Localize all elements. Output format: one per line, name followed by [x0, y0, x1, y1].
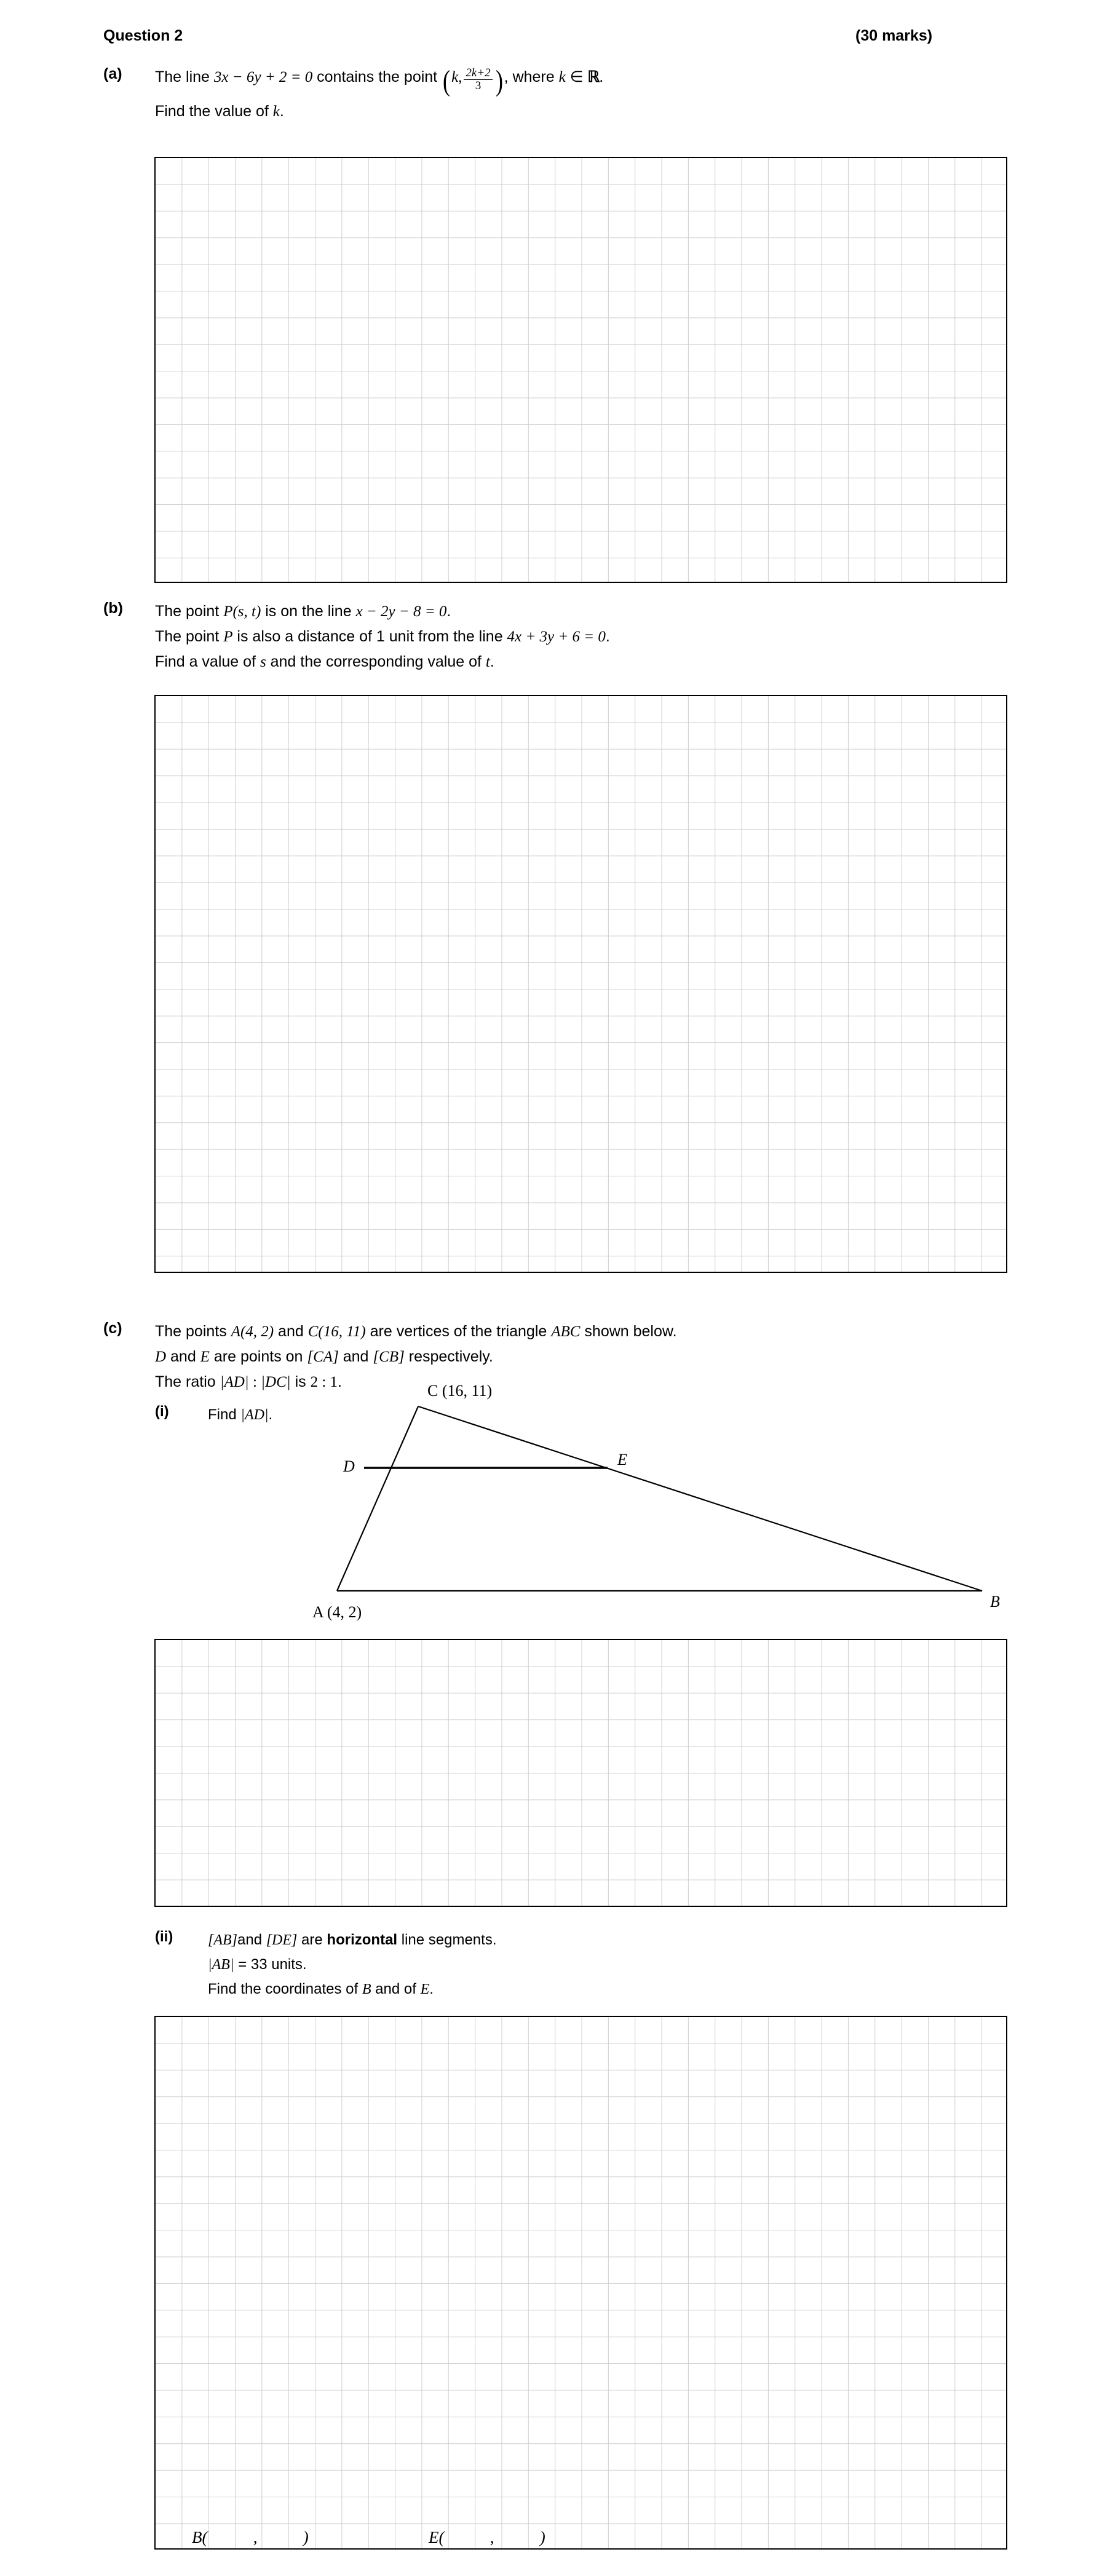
answer-slot-e-text: E( , ) [429, 2528, 545, 2546]
segment-cb: [CB] [373, 1349, 405, 1365]
period: . [446, 603, 451, 620]
ratio-value: 2 : 1 [310, 1374, 338, 1390]
part-c-line-3 [155, 1370, 342, 1394]
period: . [605, 628, 610, 645]
point-e: E [420, 1981, 430, 1997]
segment-ab: [AB] [208, 1932, 237, 1948]
equation-line-b2: 4x + 3y + 6 = 0 [507, 628, 606, 645]
answer-grid-part-c-ii[interactable] [154, 2016, 1007, 2550]
answer-grid-part-b[interactable] [154, 695, 1007, 1273]
part-b-line-1 [155, 600, 451, 624]
text-fragment: Find a value of [155, 653, 260, 670]
length-ad: |AD| [240, 1407, 269, 1423]
segment-ca: [CA] [307, 1349, 339, 1365]
ratio-colon: : [248, 1374, 261, 1390]
point-p-st: P(s, t) [223, 603, 261, 620]
period: . [599, 68, 604, 85]
period: . [338, 1373, 342, 1390]
text-fragment: Find the coordinates of [208, 1981, 362, 1997]
segment-de: [DE] [266, 1932, 298, 1948]
period: . [279, 103, 284, 120]
sub-part-c-ii-line-3 [208, 1978, 434, 2001]
label-vertex-a: A (4, 2) [312, 1603, 362, 1621]
part-c-line-2 [155, 1345, 493, 1369]
text-fragment: The points [155, 1323, 231, 1340]
label-vertex-b: B [990, 1593, 1000, 1611]
sub-part-label-c-i: (i) [155, 1403, 169, 1420]
point-c-coords: C(16, 11) [307, 1323, 366, 1340]
page-title: Question 2 [103, 27, 183, 44]
label-point-e: E [617, 1451, 627, 1468]
text-fragment: and of [371, 1981, 421, 1997]
label-vertex-c: C (16, 11) [427, 1382, 493, 1400]
label-point-d: D [343, 1457, 355, 1475]
triangle-side-cb [418, 1406, 982, 1591]
text-fragment: respectively. [404, 1348, 493, 1365]
real-numbers-symbol: ℝ [587, 69, 600, 85]
left-paren: ( [443, 65, 451, 98]
sub-part-c-ii-line-2 [208, 1953, 307, 1976]
equation-line-b1: x − 2y − 8 = 0 [355, 603, 447, 620]
text-fragment: and [274, 1323, 308, 1340]
answer-grid-part-c-i[interactable] [154, 1639, 1007, 1907]
variable-k: k [272, 103, 280, 120]
text-fragment: is also a distance of 1 unit from the line [232, 628, 507, 645]
period: . [268, 1406, 273, 1423]
text-fragment: The ratio [155, 1373, 220, 1390]
part-b-line-2 [155, 625, 610, 649]
sub-part-c-i-line-1 [208, 1403, 272, 1427]
part-label-a: (a) [103, 65, 122, 82]
length-dc: |DC| [261, 1374, 291, 1390]
part-c-line-1 [155, 1320, 677, 1344]
period: . [429, 1981, 434, 1997]
part-label-c: (c) [103, 1320, 122, 1337]
text-fragment: , where [504, 68, 559, 85]
right-paren: ) [495, 65, 503, 98]
fraction-denominator: 3 [464, 79, 492, 92]
sub-part-label-c-ii: (ii) [155, 1928, 173, 1945]
emphasis-horizontal: horizontal [327, 1932, 398, 1948]
period: . [490, 653, 494, 670]
text-fragment: The line [155, 68, 214, 85]
triangle-abc: ABC [551, 1323, 581, 1340]
variable-t: t [485, 654, 490, 670]
answer-slot-b[interactable] [175, 2509, 309, 2566]
point-d: D [155, 1349, 167, 1365]
text-fragment: The point [155, 603, 224, 620]
part-label-b: (b) [103, 600, 123, 617]
variable-k-2: k [558, 69, 566, 85]
variable-s: s [260, 654, 266, 670]
marks-label: (30 marks) [855, 27, 933, 44]
point-p: P [223, 628, 233, 645]
text-fragment: are vertices of the triangle [365, 1323, 552, 1340]
part-b-line-3 [155, 650, 494, 674]
triangle-side-ca [337, 1406, 418, 1591]
part-a-line-1 [155, 65, 604, 98]
text-fragment: and [338, 1348, 373, 1365]
text-fragment: are points on [209, 1348, 307, 1365]
text-fragment: Find the value of [155, 103, 273, 120]
text-fragment: is [290, 1373, 311, 1390]
answer-grid-part-a[interactable] [154, 157, 1007, 583]
length-ad: |AD| [220, 1374, 249, 1390]
text-fragment: line segments. [397, 1932, 497, 1948]
text-fragment: shown below. [580, 1323, 677, 1340]
point-e: E [200, 1349, 210, 1365]
element-of-symbol: ∈ [569, 69, 584, 85]
answer-slot-e[interactable] [412, 2509, 545, 2566]
fraction-2k-plus-2-over-3 [464, 67, 492, 92]
part-a-line-2 [155, 100, 284, 124]
equation-line-a: 3x − 6y + 2 = 0 [213, 69, 313, 85]
length-ab: |AB| [208, 1957, 234, 1973]
fraction-numerator: 2k+2 [466, 66, 491, 79]
point-a-coords: A(4, 2) [231, 1323, 274, 1340]
text-fragment: is on the line [261, 603, 356, 620]
variable-k: k [451, 69, 459, 85]
text-fragment: and the corresponding value of [266, 653, 486, 670]
text-fragment: and [166, 1348, 200, 1365]
text-fragment: Find [208, 1406, 241, 1423]
comma: , [458, 69, 462, 85]
text-fragment: = 33 units. [234, 1956, 307, 1973]
text-fragment: and [237, 1932, 266, 1948]
text-fragment: are [297, 1932, 327, 1948]
text-fragment: contains the point [312, 68, 442, 85]
text-fragment: The point [155, 628, 224, 645]
sub-part-c-ii-line-1 [208, 1928, 497, 1952]
answer-slot-b-text: B( , ) [192, 2528, 309, 2546]
point-b: B [362, 1981, 371, 1997]
